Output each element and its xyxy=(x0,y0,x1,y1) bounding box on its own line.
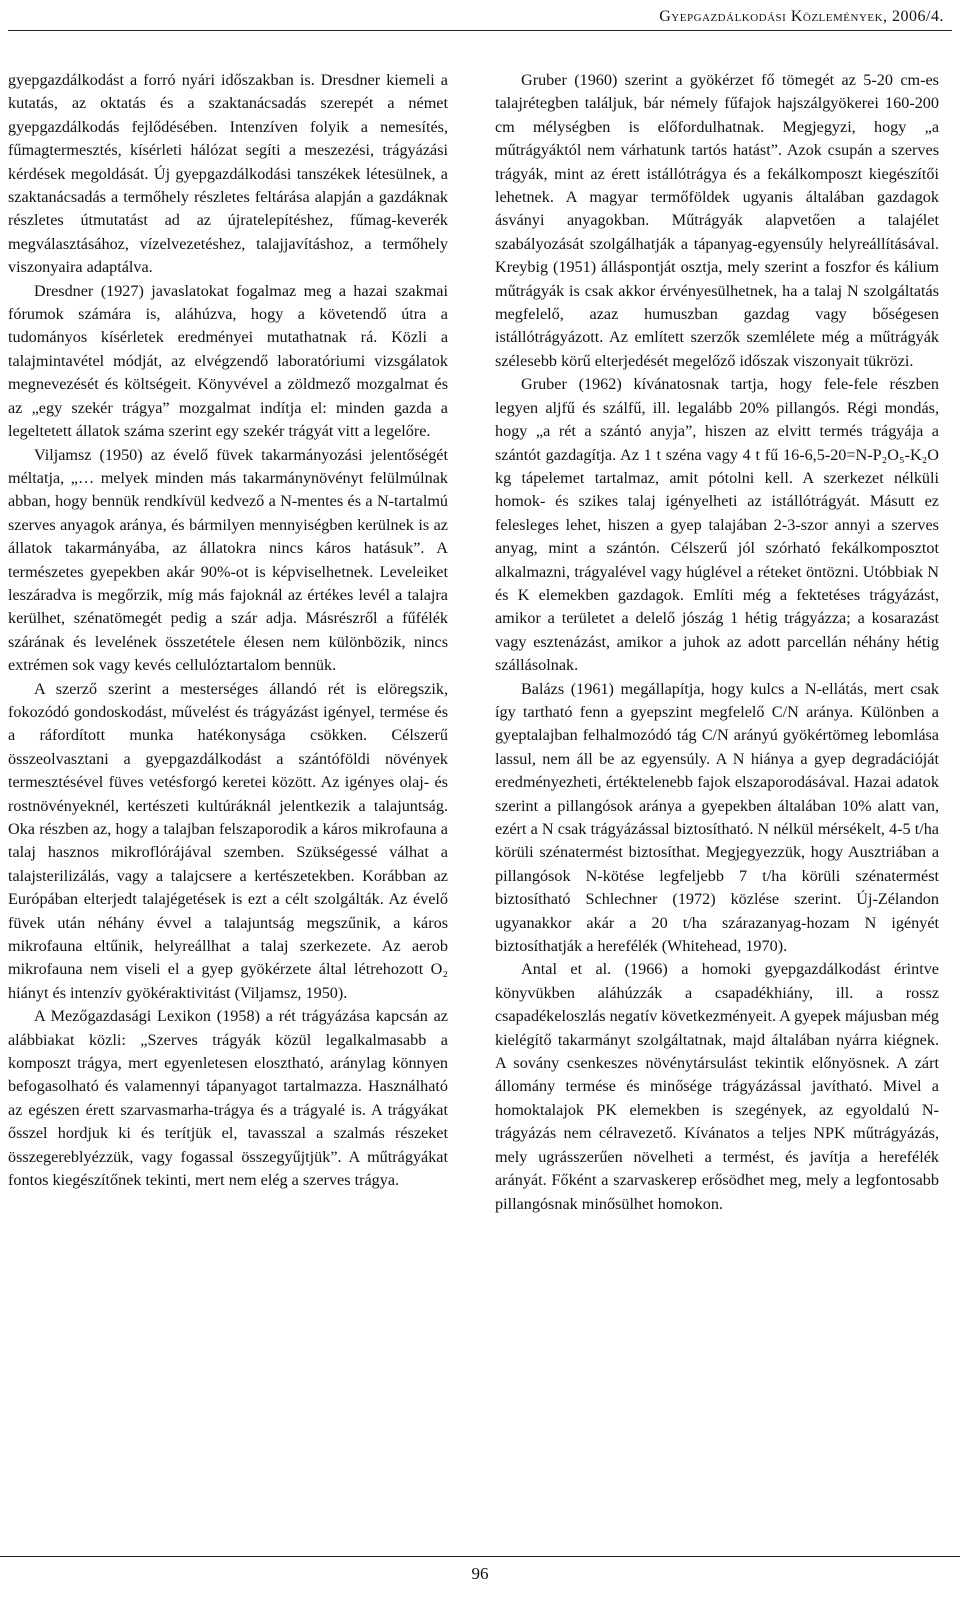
paragraph: Gruber (1960) szerint a gyökérzet fő tömegét az 5-20 cm-es talajrétegben találjuk, bár némely fűfajok hajszálgyökerei 160-200 cm mélységben is előfordulhatnak. Megjegyzi, hogy „a műtrágyáktól nem várhatunk tartós hatást”. Azok csupán a szerves trágyák, mint az érett istállótrágya és a fekálkomposzt kiegészítői lehetnek. A magyar termőföldek ugyanis általában gazdagok ásványi anyagokban. Műtrágyák alapvetően a talajélet szabályozását szolgálhatják a tápanyag-egyensúly helyreállításával. Kreybig (1951) álláspontját osztja, mely szerint a foszfor és kálium műtrágyák is csak akkor érvényesülhetnek, ha a talaj N szolgáltatás megfelelő, azaz humuszban gazdag vagy bőségesen istállótrágyázott. Az említett szerzők szemlélete még a műtrágyák szélesebb körű elterjedését megelőző időszak viszonyait tükrözi. xyxy=(495,71,939,370)
footer-rule xyxy=(0,1556,960,1557)
paragraph: Balázs (1961) megállapítja, hogy kulcs a N-ellátás, mert csak így tartható fenn a gyepszint megfelelő C/N aránya. Különben a gyeptalajban felhalmozódó tág C/N arányú gyökértömeg lebomlása lassul, nem áll be az egyensúly. A N hiánya a gyep degradációját eredményezheti, értéktelenebb fajok elszaporodásával. Hazai adatok szerint a pillangósok aránya a gyepekben általában 10% alatt van, ezért a N csak trágyázással biztosítható. N nélkül mérsékelt, 4-5 t/ha körüli szénatermést biztosíthat. Megjegyezzük, hogy Ausztriában a pillangósok N-kötése legfeljebb 7 t/ha körüli szénatermést biztosítható Schlechner (1972) közlése szerint. Új-Zélandon ugyanakkor akár a 20 t/ha szárazanyag-hozam N igényét biztosíthatják a herefélék (Whitehead, 1970). xyxy=(495,679,939,956)
running-header: Gyepgazdálkodási Közlemények, 2006/4. xyxy=(8,6,952,31)
paragraph: Gruber (1962) kívánatosnak tartja, hogy fele-fele részben legyen aljfű és szálfű, ill. legalább 20% pillangós. Régi mondás, hogy „a rét a szántó anyja”, hiszen az elvitt termés trágyája a szántót gazdagítja. Az 1 t széna vagy 4 t fű 16-6,5-20=N-P₂O₅-K₂O kg tápelemet tartalmaz, amit pótolni kell. A szerkezet nélküli homok- és szikes talaj igényelheti az istállótrágyát. Másutt ez felesleges lehet, hiszen a gyep talajában 2-3-szor annyi a szerves anyag, mint a szántón. Célszerű jól szórható fekálkomposztot alkalmazni, trágyalével vagy húglével a réteket öntözni. Utóbbiak N és K elemekben gazdagok. Említi még a fektetéses trágyázást, amikor a területet a delelő jószág 1 hétig trágyázza; a kosarazást vagy esztenázást, amikor a juhok az adott parcellán néhány hétig szállásolnak. xyxy=(495,375,939,675)
paragraph: gyepgazdálkodást a forró nyári időszakban is. Dresdner kiemeli a kutatás, az oktatás és a szaktanácsadás szerepét a német gyepgazdálkodás fejlődésében. Intenzíven folyik a nemesítés, fűmagtermesztés, kísérleti hálózat segíti a meszezési, trágyázási kérdések megoldását. Új gyepgazdálkodási tanszékek létesülnek, a szaktanácsadás a termőhely részletes feltárása alapján a gazdáknak részletes útmutatást ad az újratelepítéshez, fűmag-keverék megválasztásához, vízelvezetéshez, talajjavításhoz, a termőhely viszonyaira adaptálva. xyxy=(8,71,448,277)
paragraph: Viljamsz (1950) az évelő füvek takarmányozási jelentőségét méltatja, „… melyek minden más takarmánynövényt felülmúlnak abban, hogy bennük rendkívül kedvező a N-mentes és a N-tartalmú szerves anyagok aránya, és bármilyen mennyiségben kerülnek is az állatok takarmányába, az állatokra nincs káros hatásuk”. A természetes gyepekben akár 90%-ot is képviselhetnek. Leveleiket leszáradva is megőrzik, míg más fajoknál az értékes levél a talajra kerülhet, szénatömegét pedig a szár adja. Másrészről a fűfélék szárának és levelének összetétele élesen nem különbözik, nincs extrémen sok vagy kevés cellulóztartalom bennük. xyxy=(8,445,448,675)
paragraph: A szerző szerint a mesterséges állandó rét is elöregszik, fokozódó gondoskodást, művelést és trágyázást igényel, termése és a ráfordított munka hatékonysága csökken. Célszerű összeolvasztani a gyepgazdálkodást a szántóföldi növények termesztésével füves vetésforgó keretei között. Az igényes olaj- és rostnövényeknél, kertészeti kultúráknál jelentkezik a talajuntság. Oka részben az, hogy a talajban felszaporodik a káros mikrofauna a talaj hasznos mikroflórájával szemben. Szükségessé válhat a talajsterilizálás, vagy a talajcsere a kertészetekben. Korábban az Európában elterjedt talajégetések is ezt a célt szolgálták. Az évelő füvek után néhány évvel a talajuntság megszűnik, a káros mikrofauna eltűnik, helyreállhat a talaj szerkezete. Az aerob mikrofauna nem viseli el a gyep gyökérzete által létrehozott O₂ hiányt és intenzív gyökéraktivitást (Viljamsz, 1950). xyxy=(8,679,448,1002)
left-column xyxy=(8,69,448,1193)
paragraph: Antal et al. (1966) a homoki gyepgazdálkodást érintve könyvükben aláhúzzák a csapadékhiány, ill. a rossz csapadékeloszlás negatív következményeit. A gyepek májusban még kielégítő takarmányt szolgáltatnak, majd általában nyárra kiégnek. A sovány csenkeszes növénytársulást tekintik előnyösnek. A zárt állomány termése és minősége trágyázással javítható. Mivel a homoktalajok PK elemekben is szegények, az egyoldalú N-trágyázás nem célravezető. Kívánatos a teljes NPK műtrágyázás, mely ugrásszerűen növelheti a termést, és javítja a herefélék arányát. Főként a szarvaskerep erősödhet meg, mely a legfontosabb pillangósnak minősülhet homokon. xyxy=(495,960,939,1213)
right-column xyxy=(495,69,939,1216)
page-number: 96 xyxy=(471,1564,489,1583)
paragraph: A Mezőgazdasági Lexikon (1958) a rét trágyázása kapcsán az alábbiakat közli: „Szerves trágyák közül legalkalmasabb a komposzt trágya, mert egyenletesen elosztható, aránylag könnyen befogasolható és valamennyi tápanyagot tartalmazza. Használható az egészen érett szarvasmarha-trágya és a trágyalé is. A trágyákat ősszel hordjuk ki és terítjük el, tavasszal a szalmás részeket összegereblyézzük, vagy fogassal összegyűjtjük”. A műtrágyákat fontos kiegészítőnek tekinti, mert nem elég a szerves trágya. xyxy=(8,1007,448,1190)
paragraph: Dresdner (1927) javaslatokat fogalmaz meg a hazai szakmai fórumok számára is, aláhúzva, hogy a követendő útra a tudományos kísérletek eredményei mutathatnak rá. Közli a talajmintavétel módját, az elvégzendő laboratóriumi vizsgálatok megnevezését és költségeit. Könyvével a zöldmező mozgalmat és az „egy szekér trágya” mozgalmat indítja el: minden gazda a legeltetett állatok száma szerint egy szekér trágyát vitt a legelőre. xyxy=(8,281,448,441)
